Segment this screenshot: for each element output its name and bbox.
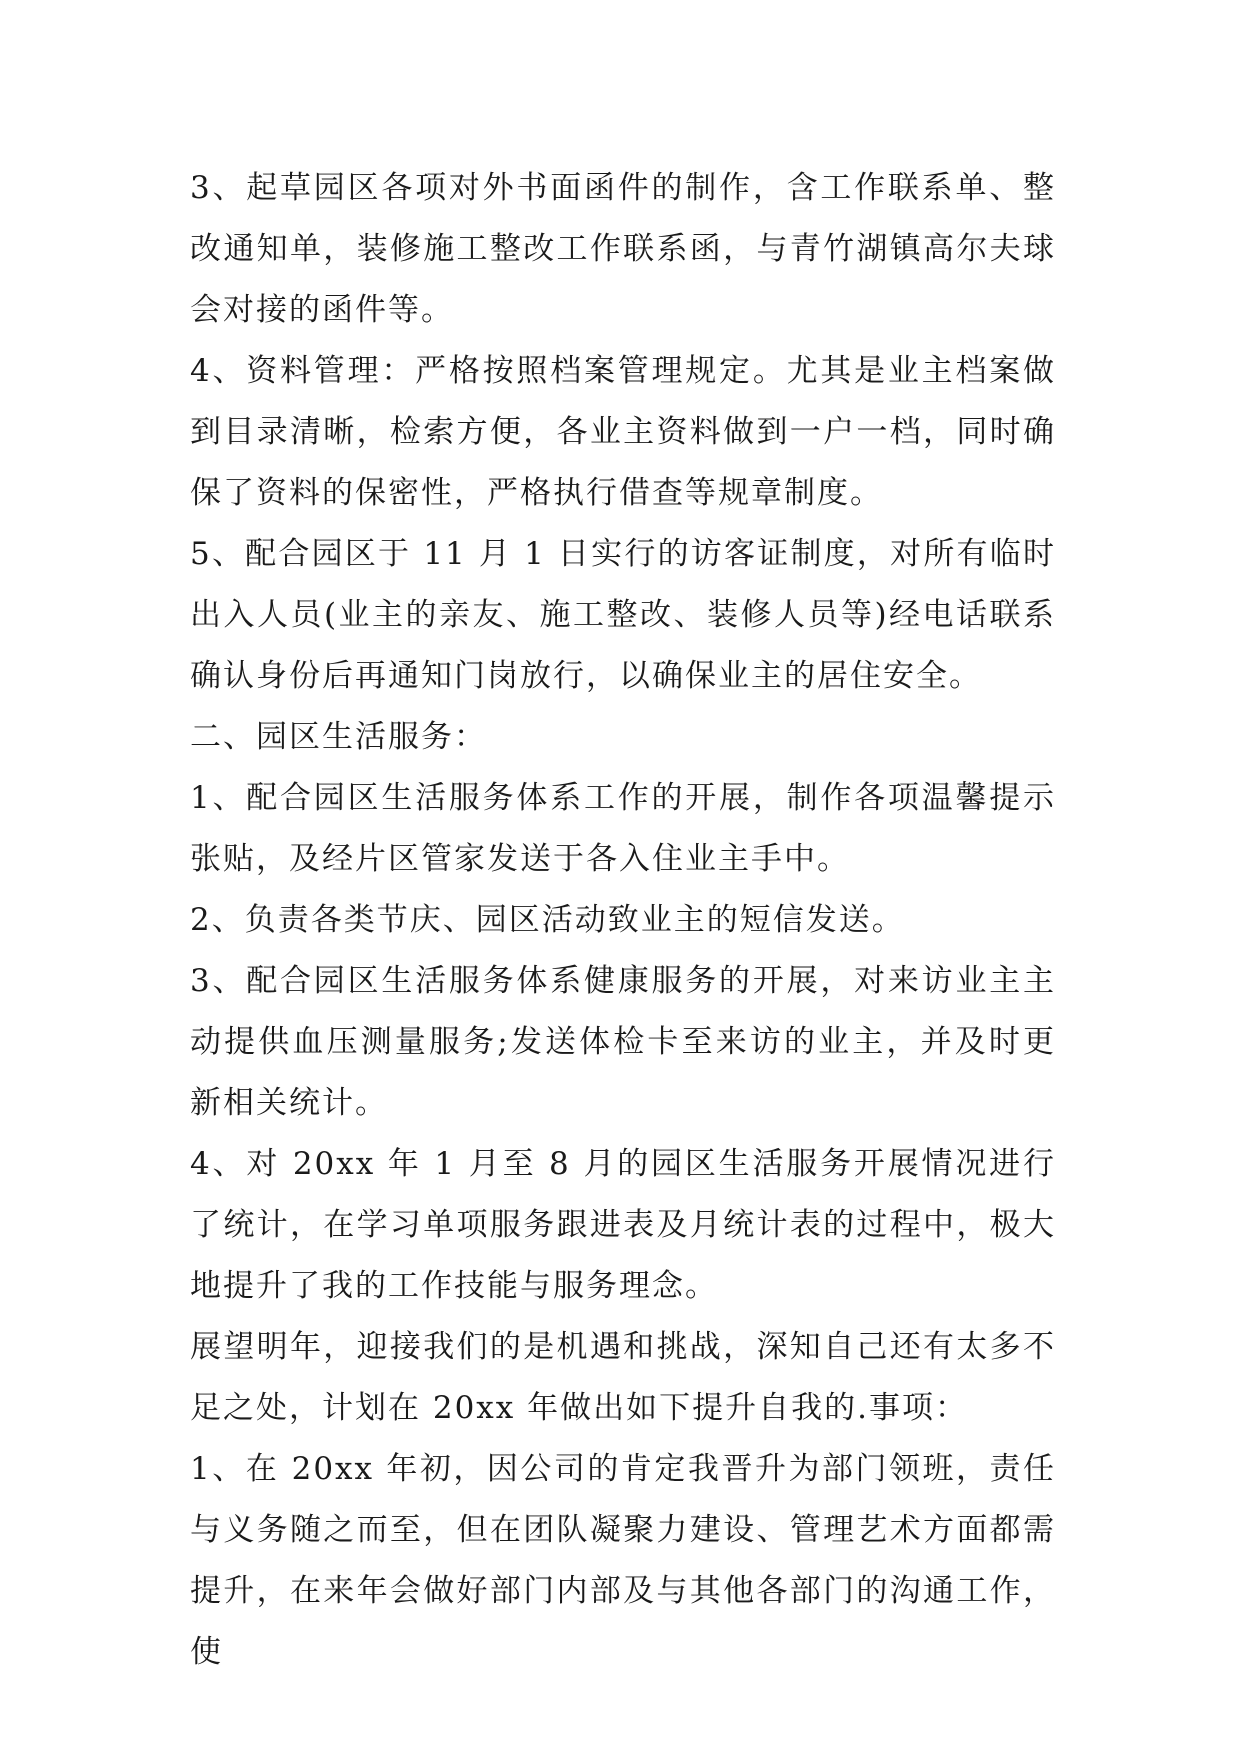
paragraph-visitor-pass: 5、配合园区于 11 月 1 日实行的访客证制度，对所有临时出入人员(业主的亲友、施工整改、装修人员等)经电话联系确认身份后再通知门岗放行，以确保业主的居住安全。 — [190, 536, 1056, 694]
paragraph-promotion: 1、在 20xx 年初，因公司的肯定我晋升为部门领班，责任与义务随之而至，但在团队凝聚力建设、管理艺术方面都需提升，在来年会做好部门内部及与其他各部门的沟通工作，使 — [190, 1451, 1056, 1670]
paragraph-drafting-letters: 3、起草园区各项对外书面函件的制作，含工作联系单、整改通知单，装修施工整改工作联系函，与青竹湖镇高尔夫球会对接的函件等。 — [190, 170, 1056, 328]
section-heading-life-services: 二、园区生活服务： — [190, 719, 487, 755]
document-body — [190, 158, 1056, 1683]
paragraph-records-management: 4、资料管理：严格按照档案管理规定。尤其是业主档案做到目录清晰，检索方便，各业主资料做到一户一档，同时确保了资料的保密性，严格执行借查等规章制度。 — [190, 353, 1056, 511]
paragraph-statistics: 4、对 20xx 年 1 月至 8 月的园区生活服务开展情况进行了统计，在学习单项服务跟进表及月统计表的过程中，极大地提升了我的工作技能与服务理念。 — [190, 1146, 1056, 1304]
paragraph-sms-sending: 2、负责各类节庆、园区活动致业主的短信发送。 — [190, 902, 905, 938]
paragraph-outlook: 展望明年，迎接我们的是机遇和挑战，深知自己还有太多不足之处，计划在 20xx 年做出如下提升自我的.事项： — [190, 1329, 1056, 1426]
paragraph-health-services: 3、配合园区生活服务体系健康服务的开展，对来访业主主动提供血压测量服务;发送体检卡至来访的业主，并及时更新相关统计。 — [190, 963, 1056, 1121]
paragraph-warm-reminders: 1、配合园区生活服务体系工作的开展，制作各项温馨提示张贴，及经片区管家发送于各入住业主手中。 — [190, 780, 1056, 877]
